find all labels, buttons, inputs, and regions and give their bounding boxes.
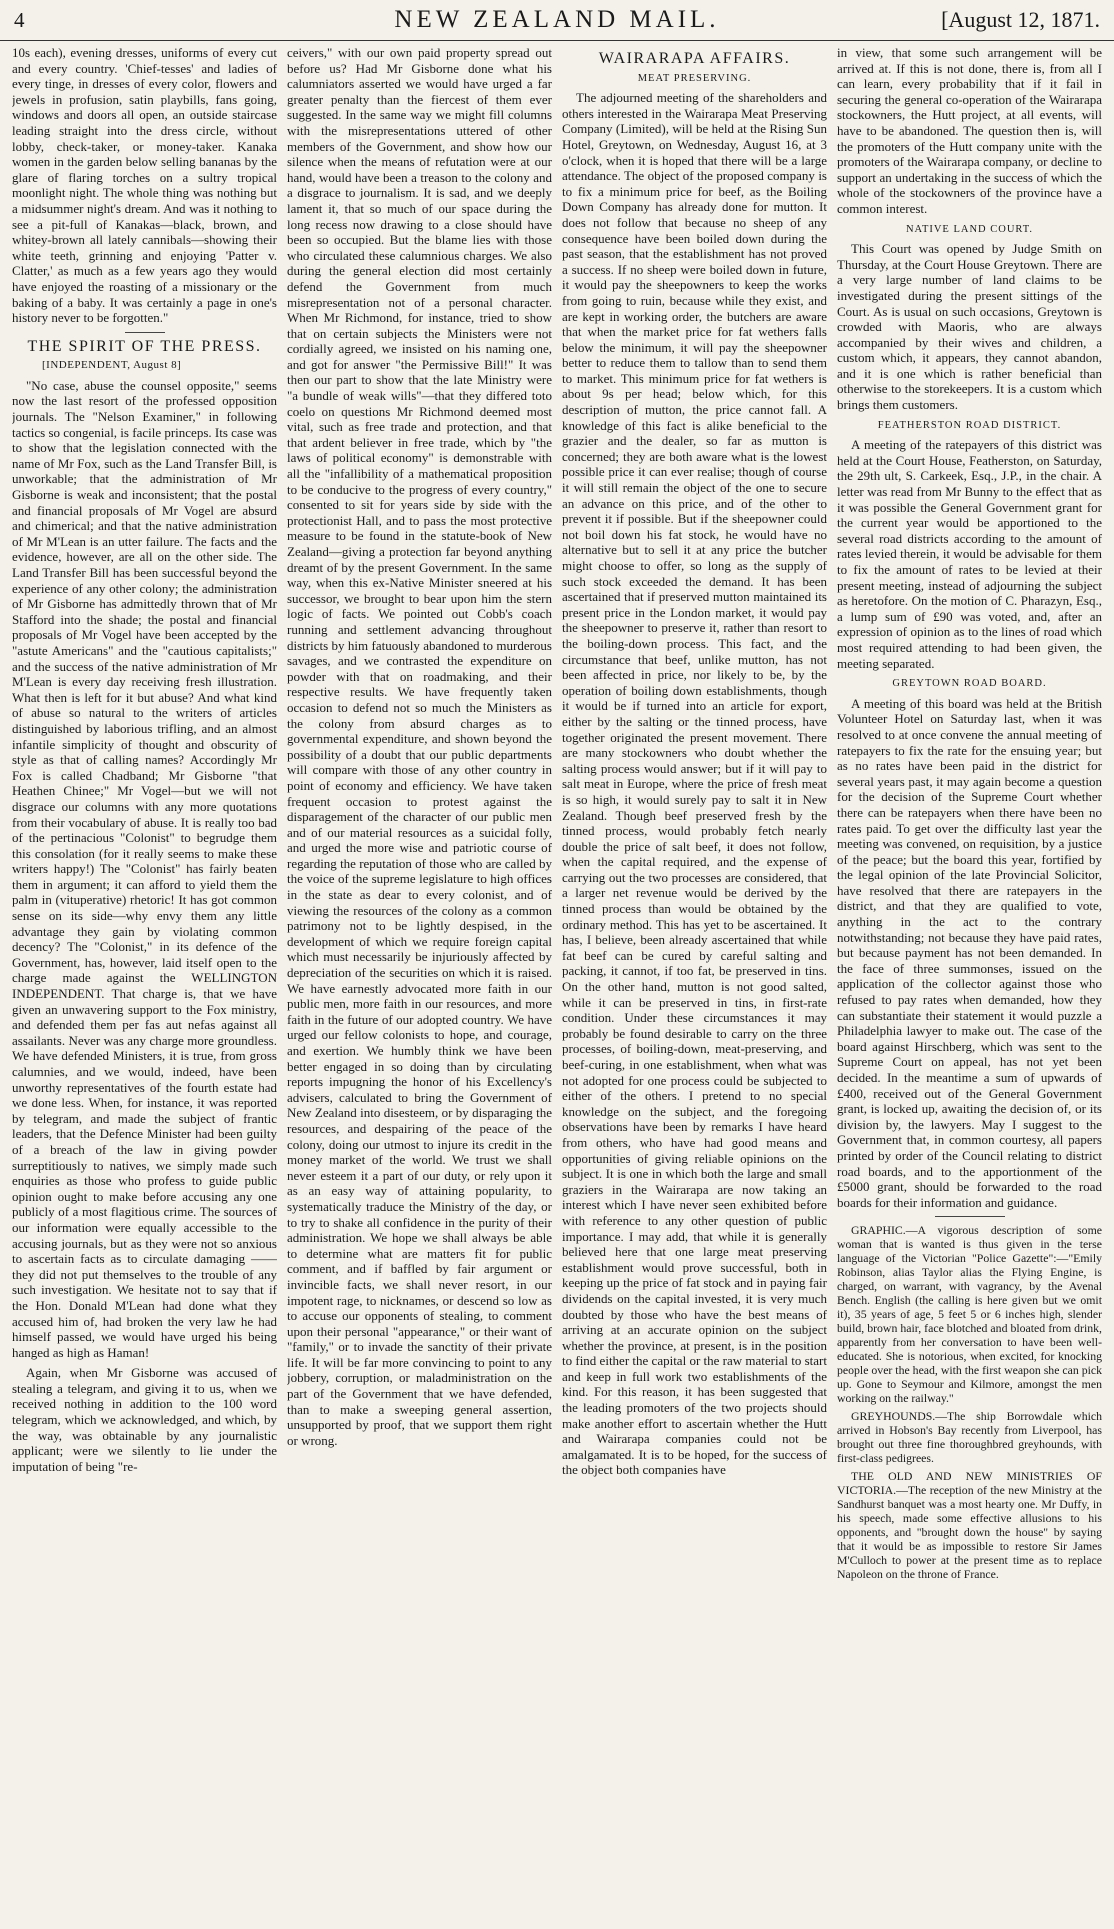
newspaper-title: NEW ZEALAND MAIL. — [394, 6, 720, 33]
column-2 — [287, 45, 552, 1925]
greyhounds-brief: GREYHOUNDS.—The ship Borrowdale which arrived in Hobson's Bay recently from Liverpool, has brought out three fine thoroughbred greyhounds, with first-class pedigrees. — [837, 1409, 1102, 1466]
spirit-of-press-continuation: ceivers," with our own paid property spread out before us? Had Mr Gisborne done what his calumniators asserted we would have urged a far greater penalty than the fiercest of them ever suggested. In the same way we might fill columns with the misrepresentations uttered of other members of the Government, and show how our silence when the means of refutation were at our hand, would have been a treason to the colony and a disgrace to journalism. It is sad, and we deeply lament it, that so much of our space during the long recess now drawing to a close should have been so occupied. But the blame lies with those who circulated these calumnious charges. We also during the general election did most certainly defend the Government from much misrepresentation not of a personal character. When Mr Richmond, for instance, tried to show that on certain subjects the Ministers were not cordially agreed, we insisted on his naming one, and got for answer "the Permissive Bill!" It was then our part to show that the late Ministry were "a bundle of weak wills"—that they differed toto coelo on questions Mr Richmond deemed most vital, such as free trade and protection, and that that ardent believer in free trade, which by "the laws of political economy" is demonstrable with all the "infallibility of a mathematical proposition to be conducive to the progress of every country," consented to sit for years side by side with the protectionist Hall, and to pass the most protective measure to be found in the statute-book of New Zealand—giving a protection far beyond anything dreamt of by the present Government. In the same way, when this ex-Native Minister sneered at his successor, we brought to bear upon him the stern logic of facts. We pointed out Cobb's coach running and settlement advancing throughout districts by him fatuously abandoned to murderous savages, and we contrasted the expenditure on powder with that on roadmaking, and their respective results. We have frequently taken occasion to defend not so much the Ministers as the colony from absurd charges as to governmental expenditure, and shown beyond the possibility of a doubt that our public departments will compare with those of any other country in point of economy and efficiency. We have taken frequent occasion to protest against the disparagement of the character of our public men and of our material resources as a suicidal folly, and urged the more wise and patriotic course of regarding the reputation of those who are called by the voice of the supreme legislature to high offices in the state as dear to every colonist, and of viewing the resources of the colony as a common patrimony not to be lightly despised, in the development of which we require foreign capital which must necessarily be injuriously affected by depreciation of the securities on which it is raised. We have earnestly advocated more faith in our public men, more faith in our resources, and more faith in the future of our adopted country. We have urged our fellow colonists to hope, and courage, and exertion. We humbly think we have been better engaged in so doing than by circulating reports impugning the honor of his Excellency's advisers, calculated to bring the Government of New Zealand into disesteem, or by disparaging the resources, and despairing of the peace of the colony, doing our utmost to injure its credit in the money market of the world. We trust we shall never esteem it a part of our duty, or rely upon it as an easy way of attaining popularity, to systematically traduce the Ministry of the day, or to try to shake all confidence in the purity of their administration. We hope we shall always be able to determine what are matters fit for public comment, and if baffled by fair argument or invincible facts, we shall never resort, in our impotent rage, to nicknames, or descend so low as to accuse our opponents of stealing, to comment upon their personal "appearance," or their want of "family," or to invade the sanctity of their private life. It will be far more convincing to point to any jobbery, corruption, or maladministration on the part of the Government that we have defended, than to make a sweeping general assertion, unsupported by proof, that we support them right or wrong. — [287, 45, 552, 1448]
meat-preserving-body: The adjourned meeting of the shareholders and others interested in the Wairarapa Meat Preserving Company (Limited), will be held at the Rising Sun Hotel, Greytown, on Wednesday, August 16, at 3 o'clock, when it is hoped that there will be a large attendance. The object of the proposed company is to fix a minimum price for beef, as the Boiling Down Company has already done for mutton. It does not follow that because no sheep of any consequence have been boiled down during the past season, that the establishment has not proved a success. If no sheep were boiled down in future, it would pay the sheepowners to keep the works from going to ruin, because while they exist, and are kept in working order, the butchers are aware that when the market price for fat wethers falls below the minimum, it will pay the sheepowner better to reduce them to tallow than to send them to market. This minimum price for fat wethers is about 9s per head; below which, for this description of mutton, the price cannot fall. A knowledge of this fact is alike beneficial to the grazier and the dealer, so far as mutton is concerned; they are both aware what is the lowest possible price it can ever realise; though of course it will still remain the object of the one to secure an advance on this price, and of the other to prevent it if possible. But if the sheepowner could not boil down his fat stock, he would have no alternative but to sell it at any price the butcher might choose to offer, so long as the supply of such stock exceeded the demand. It has been ascertained that if preserved mutton maintained its present price in the London market, it would pay the sheepowner to preserve it, rather than resort to the boiling-down process. This fact, and the circumstance that beef, unlike mutton, has not been affected in price, nor likely to be, by the operation of boiling down establishments, though it would be if turned into an article for export, either by the salting or the tinned process, have together originated the present movement. There are many stockowners who doubt whether the salting process would answer; but if it will pay to salt meat in Europe, where the price of fresh meat is so high, it would surely pay to salt it in New Zealand. Though beef preserved fresh by the tinned process, would probably fetch nearly double the price of salt beef, it does not follow, when the capital required, and the expense of carrying out the two processes are considered, that a larger net revenue would be derived by the tinned process than would be obtained by the ordinary method. This has yet to be ascertained. It has, I believe, been already ascertained that while fat beef can be cured by careful salting and packing, it cannot, if too fat, be preserved in tins. On the other hand, mutton is not good salted, while it can be preserved in tins, in first-rate condition. Under these circumstances it may probably be found desirable to carry on the three processes, of boiling-down, meat-preserving, and beef-curing, in one establishment, when what was not adopted for one process could be subjected to either of the others. I pretend to no special knowledge on the subject, and the foregoing observations have been by remarks I have heard from others, who have had good means and opportunities of giving reliable opinions on the subject. It is one in which both the large and small graziers in the Wairarapa are now taking an interest which I have never seen exhibited before with reference to any other question of public importance. I may add, that while it is generally believed here that one large meat preserving establishment would prove successful, both in keeping up the price of fat stock and in paying fair dividends on the capital invested, it is very much doubted by those who have the best means of arriving at an accurate opinion on the subject whether the province, at present, is in the position to find either the capital or the raw material to start and keep in full work two establishments of the kind. For this reason, it has been suggested that the leading promoters of the two projects should make another effort to ascertain whether the Hutt and Wairarapa companies could not be amalgamated. It is to be hoped, for the success of the object both companies have — [562, 90, 827, 1478]
section-divider — [125, 332, 165, 333]
graphic-brief: GRAPHIC.—A vigorous description of some woman that is wanted is thus given in the terse language of the Victorian "Police Gazette":—"Emily Robinson, alias Taylor alias the Flying Engine, is charged, on warrant, with vagrancy, by the Avenal Bench. English (the calling is here given but we omit it), 35 years of age, 5 feet 5 or 6 inches high, slender build, brown hair, face blotched and bloated from drink, apparently from her conversation to have been well-educated. She is notorious, when excited, for knocking people over the head, with the first weapon she can pick up. Gone to Seymour and Kilmore, amongst the men working on the railway." — [837, 1223, 1102, 1406]
meat-preserving-continuation: in view, that some such arrangement will be arrived at. If this is not done, there is, from all I can learn, every probability that if it fail in securing the general co-operation of the Wairarapa stockowners, the Hutt project, at all events, will have to be abandoned. The question then is, will the promoters of the Hutt company unite with the promoters of the Wairarapa company, or decline to support an undertaking in the success of which the whole of the stockowners of the province have a common interest. — [837, 45, 1102, 216]
masthead — [0, 0, 1114, 41]
news-briefs — [837, 1223, 1102, 1581]
meat-preserving-subheading: MEAT PRESERVING. — [637, 72, 752, 84]
victoria-ministries-brief: THE OLD AND NEW MINISTRIES OF VICTORIA.—The reception of the new Ministry at the Sandhurst banquet was a most hearty one. Mr Duffy, in his speech, made some effective allusions to his opponents, and "brought down the house" by saying that it would be as impossible to restore Sir James M'Culloch to power at the present time as to replace Napoleon on the throne of France. — [837, 1469, 1102, 1582]
column-4 — [837, 45, 1102, 1925]
greytown-road-board-subheading: GREYTOWN ROAD BOARD. — [892, 678, 1047, 690]
native-land-court-subheading: NATIVE LAND COURT. — [905, 223, 1034, 235]
spirit-of-press-body-2: Again, when Mr Gisborne was accused of stealing a telegram, and giving it to us, when we received nothing in addition to the 100 word telegram, which we acknowledged, and which, by the way, was obtainable by any journalistic applicant; were we silently to lie under the imputation of being "re- — [12, 1365, 277, 1474]
column-3 — [562, 45, 827, 1925]
source-attribution: [INDEPENDENT, August 8] — [42, 359, 182, 372]
spirit-of-press-body: "No case, abuse the counsel opposite," seems now the last resort of the professed opposition journals. The "Nelson Examiner," in following tactics so congenial, is facile princeps. Its case was to show that the legislation connected with the name of Mr Fox, such as the Land Transfer Bill, is unworkable; that the administration of Mr Gisborne is weak and inconsistent; that the postal and financial proposals of Mr Vogel are absurd and chimerical; and that the native administration of Mr M'Lean is an utter failure. The facts and the evidence, however, are all on the other side. The Land Transfer Bill has been successful beyond the experience of any other colony; the administration of Mr Gisborne has admittedly thrown that of Mr Stafford into the shade; the postal and financial proposals of Mr Vogel have been accepted by the "astute Americans" and the "cautious capitalists;" and the success of the native administration of Mr M'Lean is every day receiving fresh illustration. What then is left for it but abuse? And what kind of abuse so natural to the writers of articles distinguished by laborious trifling, and an almost infantile simplicity of thought and obscurity of style as that of calling names? Accordingly Mr Fox is called Chadband; Mr Gisborne "that Heathen Chinee;" Mr Vogel—but we will not disgrace our columns with any more quotations from their vocabulary of abuse. It is really too bad of the pertinacious "Colonist" to begrudge them this consolation (for it really seems to make these writers happy!) The "Colonist" has fairly beaten them in argument; it can afford to yield them the palm in (vituperative) rhetoric! It has got common sense on its side—why envy them any little advantage they gain by violating common decency? The "Colonist," in its defence of the Government, has, however, laid itself open to the charge made against the WELLINGTON INDEPENDENT. That charge is, that we have given an unwavering support to the Fox ministry, and defended them per fas aut nefas against all assailants. Never was any charge more groundless. We have defended Ministers, it is true, from gross calumnies, and we would, indeed, have been unworthy representatives of the fourth estate had we done less. When, for instance, it was reported by telegram, and made the subject of frantic leaders, that the Defence Minister had been guilty of a breach of the law in giving powder surreptitiously to natives, we simply made such enquiries as those who profess to guide public opinion ought to make before accusing any one publicly of a most flagitious crime. The sources of our information were equally accessible to the accusing journals, but as they were not so anxious to ascertain facts as to circulate damaging —— they did not put themselves to the trouble of any such investigation. We hesitate not to say that if the Hon. Donald M'Lean had done what they accused him of, had broken the very law he had himself passed, we would have urged his being hanged as high as Haman! — [12, 377, 277, 1360]
page-number: 4 — [14, 8, 25, 32]
featherston-road-body: A meeting of the ratepayers of this district was held at the Court House, Featherston, on Saturday, the 29th ult, S. Carkeek, Esq., J.P., in the chair. A letter was read from Mr Bunny to the effect that as it was possible the General Government grant for the current year would be apportioned to the several road districts according to the amount of rates levied therein, it would be advisable for them to fix the amount of rates to be levied at their present meeting, instead of adjourning the subject as heretofore. On the motion of C. Pharazyn, Esq., a lump sum of £90 was voted, and, after an expression of opinion as to the lines of road which most required attending to had been given, the meeting separated. — [837, 437, 1102, 671]
wairarapa-affairs-heading: WAIRARAPA AFFAIRS. — [598, 50, 791, 67]
issue-date: [August 12, 1871. — [941, 7, 1100, 32]
column-1 — [12, 45, 277, 1925]
section-divider — [935, 1216, 1005, 1217]
greytown-road-board-body: A meeting of this board was held at the British Volunteer Hotel on Saturday last, when it was resolved to at once convene the annual meeting of ratepayers to fix the rate for the ensuing year; but as no rates have been paid in the district for several years past, it may again become a question for the decision of the Supreme Court whether there can be ratepayers when there have been no rates paid. To get over the difficulty last year the meeting was convened, on requisition, by a justice of the peace; but the board this year, fortified by the legal opinion of the late Provincial Solicitor, have resolved that there are ratepayers in the district, and that they are qualified to vote, anything in the act to the contrary notwithstanding; not because they have paid rates, but because payment has not been demanded. In the face of three summonses, issued on the application of the collector against those who refused to pay rates when demanded, how they can substantiate their statement it would puzzle a Philadelphia lawyer to make out. The case of the board against Hirschberg, which was sent to the Supreme Court on appeal, has not yet been decided. In the meantime a sum of upwards of £400, received out of the General Government grant, is locked up, awaiting the decision of, or its division by, the lawyers. May I suggest to the Government that, in common courtesy, all papers printed by order of the Council relating to district road boards, and to the apportionment of the £5000 grant, should be forwarded to the road boards for their information and guidance. — [837, 695, 1102, 1210]
native-land-court-body: This Court was opened by Judge Smith on Thursday, at the Court House Greytown. There are a very large number of land claims to be investigated during the present sittings of the Court. As is usual on such occasions, Greytown is crowded with Maoris, who are always accompanied by their wives and children, a custom which, it appears, they cannot abandon, and it is one which is rather beneficial than otherwise to the storekeepers. It is a custom which brings them customers. — [837, 241, 1102, 413]
article-continuation: 10s each), evening dresses, uniforms of every cut and every country. 'Chief-tesses' and ladies of every tinge, in dresses of every color, flowers and jewels in profusion, satin playbills, fans going, windows and doors all open, an outside staircase leading straight into the dress circle, without lobby, check-taker, or money-taker. Kanaka women in the garden below selling bananas by the glare of flaring torches on a sultry tropical moonlight night. The whole thing was nothing but a midsummer night's dream. And was it nothing to see a pit-full of Kanakas—black, brown, and whitey-brown all lately cannibals—showing their white teeth, grinning and enjoying 'Patter v. Clatter,' as much as a few years ago they would have enjoyed the roasting of a missionary or the baking of a baby. It was certainly a page in one's history never to be forgotten." — [12, 45, 277, 326]
article-columns — [12, 45, 1102, 1925]
spirit-of-press-heading: THE SPIRIT OF THE PRESS. — [27, 337, 262, 355]
featherston-road-subheading: FEATHERSTON ROAD DISTRICT. — [877, 419, 1062, 431]
